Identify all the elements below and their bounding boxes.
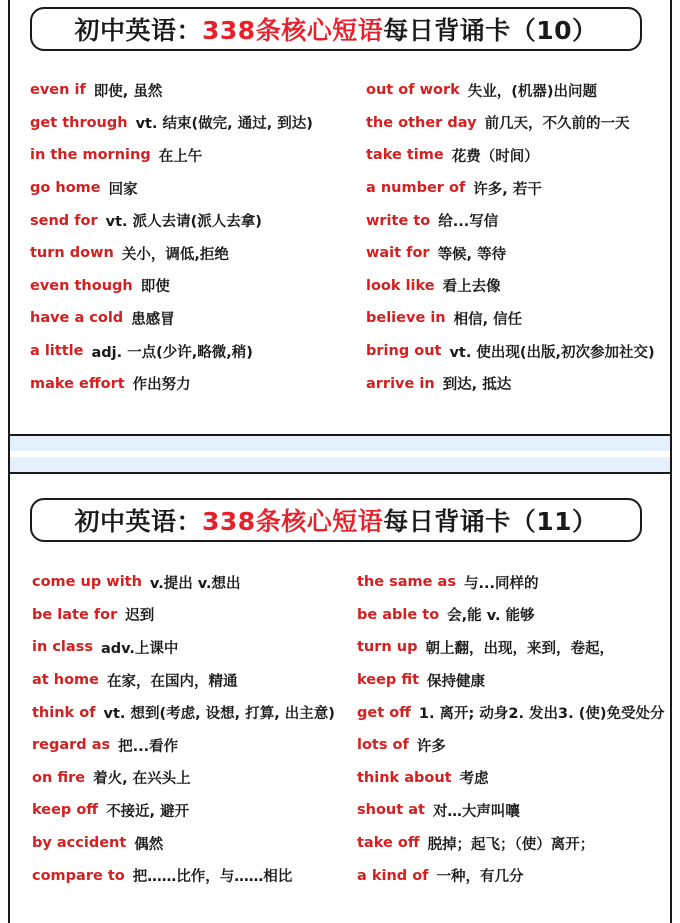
phrase-english: the same as <box>357 574 456 591</box>
phrase-english: write to <box>366 212 431 229</box>
phrase-row <box>357 664 664 697</box>
phrase-english: bring out <box>366 343 442 360</box>
phrase-english: in the morning <box>30 147 151 164</box>
phrase-english: turn up <box>357 639 418 656</box>
phrase-chinese: 关小，调低,拒绝 <box>121 246 229 263</box>
phrase-english: compare to <box>32 867 125 884</box>
phrase-chinese: 会,能 v. 能够 <box>447 608 535 625</box>
phrase-row <box>30 74 313 107</box>
phrase-chinese: 给...写信 <box>438 214 499 231</box>
phrase-row <box>366 172 655 205</box>
phrase-chinese: 患感冒 <box>131 311 175 328</box>
phrase-row <box>366 107 655 140</box>
phrase-chinese: 即使, 虽然 <box>93 83 163 100</box>
phrase-chinese: 保持健康 <box>427 673 486 690</box>
phrase-row <box>30 237 313 270</box>
phrase-english: the other day <box>366 114 477 131</box>
phrase-chinese: 在上午 <box>158 148 203 165</box>
phrase-row <box>366 237 655 270</box>
card-title <box>30 498 642 542</box>
phrase-row <box>366 204 655 237</box>
phrase-english: be able to <box>357 606 440 623</box>
title-highlight: 338条核心短语 <box>202 16 384 45</box>
phrase-english: at home <box>32 672 99 689</box>
phrase-row <box>357 794 664 827</box>
phrase-row <box>357 827 664 860</box>
phrase-column-left <box>32 566 335 892</box>
phrase-chinese: adj. 一点(少许,略微,稍) <box>91 344 253 361</box>
phrase-row <box>30 270 313 303</box>
phrase-row <box>30 172 313 205</box>
phrase-english: regard as <box>32 737 111 754</box>
phrase-english: even if <box>30 82 86 99</box>
phrase-chinese: 到达, 抵达 <box>442 377 512 394</box>
phrase-chinese: 失业，(机器)出问题 <box>467 83 597 100</box>
phrase-chinese: 脱掉；起飞；（使）离开； <box>427 836 595 853</box>
study-card-11 <box>8 472 672 923</box>
phrase-chinese: 花费（时间） <box>451 148 539 165</box>
title-prefix: 初中英语： <box>74 16 203 45</box>
phrase-row <box>30 107 313 140</box>
title-suffix: 每日背诵卡（11） <box>383 507 598 536</box>
phrase-english: take time <box>366 147 444 164</box>
phrase-english: have a cold <box>30 310 124 327</box>
phrase-english: on fire <box>32 769 86 786</box>
phrase-chinese: 看上去像 <box>442 279 501 296</box>
phrase-chinese: 等候, 等待 <box>437 246 507 263</box>
phrase-english: believe in <box>366 310 446 327</box>
phrase-row <box>357 729 664 762</box>
phrase-english: get off <box>357 704 411 721</box>
phrase-row <box>30 204 313 237</box>
phrase-chinese: 把...看作 <box>118 738 179 755</box>
phrase-row <box>366 367 655 400</box>
phrase-chinese: 一种，有几分 <box>436 869 524 886</box>
title-highlight: 338条核心短语 <box>202 507 384 536</box>
phrase-row <box>357 566 664 599</box>
phrase-chinese: 许多 <box>416 738 446 755</box>
phrase-chinese: 前几天，不久前的一天 <box>484 116 630 133</box>
phrase-row <box>366 302 655 335</box>
phrase-row <box>357 599 664 632</box>
phrase-chinese: 即使 <box>140 279 170 296</box>
title-suffix: 每日背诵卡（10） <box>383 16 598 45</box>
phrase-english: lots of <box>357 737 409 754</box>
phrase-english: in class <box>32 639 93 656</box>
phrase-chinese: 迟到 <box>125 608 155 625</box>
card-title <box>30 7 642 51</box>
phrase-row <box>366 270 655 303</box>
phrase-row <box>357 859 664 892</box>
phrase-chinese: 与...同样的 <box>463 575 539 592</box>
phrase-english: turn down <box>30 245 114 262</box>
card-separator <box>8 436 672 472</box>
phrase-chinese: 考虑 <box>459 771 489 788</box>
phrase-row <box>32 859 335 892</box>
phrase-row <box>30 367 313 400</box>
phrase-chinese: 回家 <box>108 181 138 198</box>
phrase-chinese: vt. 结束(做完, 通过, 到达) <box>135 116 313 133</box>
phrase-row <box>357 762 664 795</box>
phrase-english: a kind of <box>357 867 429 884</box>
phrase-row <box>32 827 335 860</box>
phrase-row <box>32 729 335 762</box>
phrase-english: a little <box>30 343 84 360</box>
phrase-row <box>30 302 313 335</box>
phrase-column-left <box>30 74 313 400</box>
phrase-chinese: 朝上翻，出现，来到，卷起， <box>425 640 614 657</box>
phrase-chinese: vt. 派人去请(派人去拿) <box>105 214 262 231</box>
phrase-chinese: vt. 想到(考虑, 设想, 打算, 出主意) <box>103 706 335 723</box>
phrase-row <box>357 696 664 729</box>
phrase-chinese: 1. 离开; 动身2. 发出3. (使)免受处分 <box>418 706 665 723</box>
phrase-row <box>366 74 655 107</box>
phrase-english: even though <box>30 277 133 294</box>
phrase-english: go home <box>30 180 101 197</box>
phrase-row <box>32 664 335 697</box>
title-prefix: 初中英语： <box>74 507 203 536</box>
phrase-chinese: vt. 使出现(出版,初次参加社交) <box>449 344 655 361</box>
phrase-english: look like <box>366 277 435 294</box>
phrase-row <box>32 794 335 827</box>
phrase-chinese: adv.上课中 <box>100 640 179 657</box>
phrase-english: by accident <box>32 835 127 852</box>
phrase-english: keep fit <box>357 672 420 689</box>
phrase-english: think about <box>357 769 452 786</box>
phrase-chinese: 作出努力 <box>132 377 191 394</box>
phrase-row <box>32 631 335 664</box>
phrase-english: wait for <box>366 245 430 262</box>
phrase-row <box>32 696 335 729</box>
phrase-row <box>30 139 313 172</box>
phrase-english: keep off <box>32 802 99 819</box>
phrase-english: send for <box>30 212 98 229</box>
phrase-row <box>32 566 335 599</box>
phrase-chinese: 许多, 若干 <box>473 181 542 198</box>
phrase-row <box>366 335 655 368</box>
phrase-english: take off <box>357 835 420 852</box>
phrase-column-right <box>357 566 664 892</box>
phrase-chinese: 在家，在国内，精通 <box>107 673 238 690</box>
phrase-english: arrive in <box>366 375 435 392</box>
study-card-10 <box>8 0 672 436</box>
phrase-english: get through <box>30 114 128 131</box>
phrase-chinese: 对…大声叫嚷 <box>432 803 520 820</box>
phrase-chinese: 偶然 <box>134 836 164 853</box>
phrase-row <box>32 762 335 795</box>
phrase-column-right <box>366 74 655 400</box>
phrase-chinese: 把……比作，与……相比 <box>132 869 293 886</box>
phrase-english: shout at <box>357 802 425 819</box>
phrase-chinese: v.提出 v.想出 <box>149 575 241 592</box>
phrase-chinese: 相信, 信任 <box>453 311 523 328</box>
phrase-english: be late for <box>32 606 118 623</box>
phrase-row <box>30 335 313 368</box>
phrase-row <box>357 631 664 664</box>
phrase-english: come up with <box>32 574 142 591</box>
phrase-row <box>32 599 335 632</box>
phrase-chinese: 不接近, 避开 <box>106 803 190 820</box>
phrase-chinese: 着火, 在兴头上 <box>93 771 191 788</box>
phrase-english: think of <box>32 704 96 721</box>
phrase-english: make effort <box>30 375 125 392</box>
phrase-english: out of work <box>366 82 460 99</box>
phrase-row <box>366 139 655 172</box>
phrase-english: a number of <box>366 180 466 197</box>
